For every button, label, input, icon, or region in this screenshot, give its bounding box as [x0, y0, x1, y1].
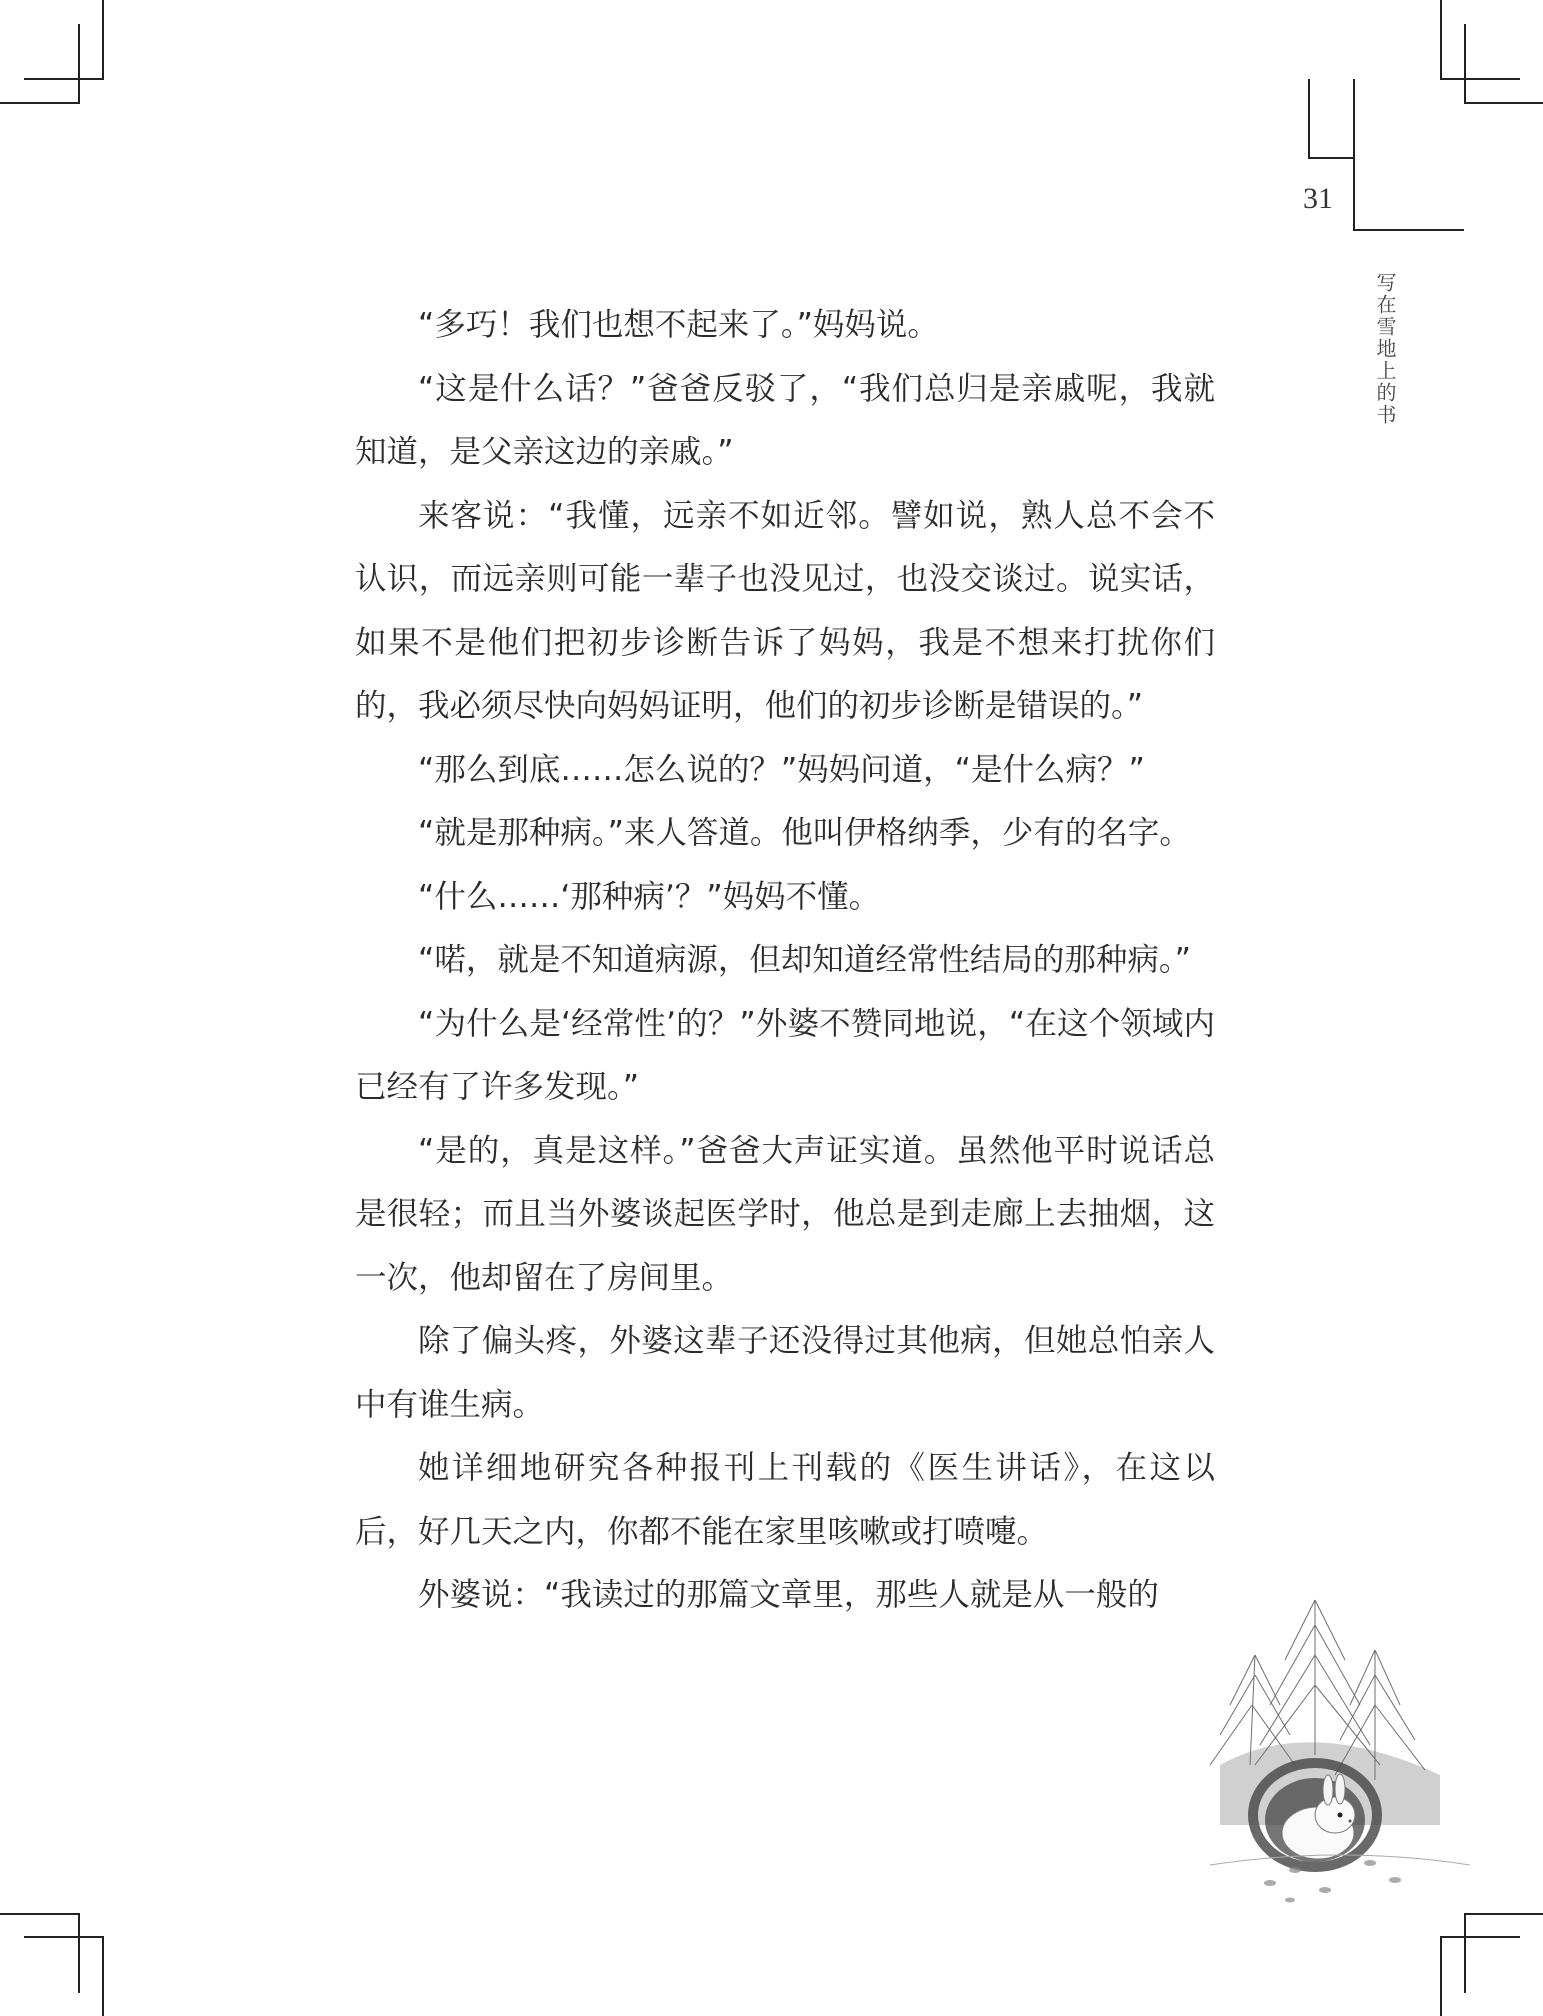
paragraph: “那么到底……怎么说的？”妈妈问道，“是什么病？” [418, 751, 1145, 788]
body-text [355, 294, 1215, 1628]
paragraph: “是的，真是这样。”爸爸大声证实道。虽然他平时说话总是很轻；而且当外婆谈起医学时，他总是到走廊上去抽烟，这一次，他却留在了房间里。 [355, 1132, 1215, 1296]
paragraph: “多巧！我们也想不起来了。”妈妈说。 [418, 307, 939, 343]
rabbit-illustration [1190, 1565, 1490, 1905]
paragraph: 除了偏头疼，外婆这辈子还没得过其他病，但她总怕亲人中有谁生病。 [355, 1323, 1215, 1423]
paragraph: “为什么是‘经常性’的？”外婆不赞同地说，“在这个领域内已经有了许多发现。” [355, 1005, 1215, 1105]
running-head: 写在雪地上的书 [1373, 272, 1397, 426]
page-number: 31 [1303, 182, 1333, 215]
paragraph: “什么……‘那种病’？”妈妈不懂。 [418, 878, 881, 915]
paragraph: 她详细地研究各种报刊上刊载的《医生讲话》，在这以后，好几天之内，你都不能在家里咳嗽或打喷嚏。 [355, 1450, 1215, 1550]
paragraph: “就是那种病。”来人答道。他叫伊格纳季，少有的名字。 [418, 815, 1191, 851]
paragraph: “这是什么话？”爸爸反驳了，“我们总归是亲戚呢，我就知道，是父亲这边的亲戚。” [355, 370, 1215, 470]
paragraph: “喏，就是不知道病源，但却知道经常性结局的那种病。” [418, 942, 1191, 978]
paragraph: 来客说：“我懂，远亲不如近邻。譬如说，熟人总不会不认识，而远亲则可能一辈子也没见过，也没交谈过。说实话，如果不是他们把初步诊断告诉了妈妈，我是不想来打扰你们的，我必须尽快向妈妈证明，他们的初步诊断是错误的。” [355, 497, 1215, 724]
paragraph: 外婆说：“我读过的那篇文章里，那些人就是从一般的 [418, 1577, 1159, 1613]
